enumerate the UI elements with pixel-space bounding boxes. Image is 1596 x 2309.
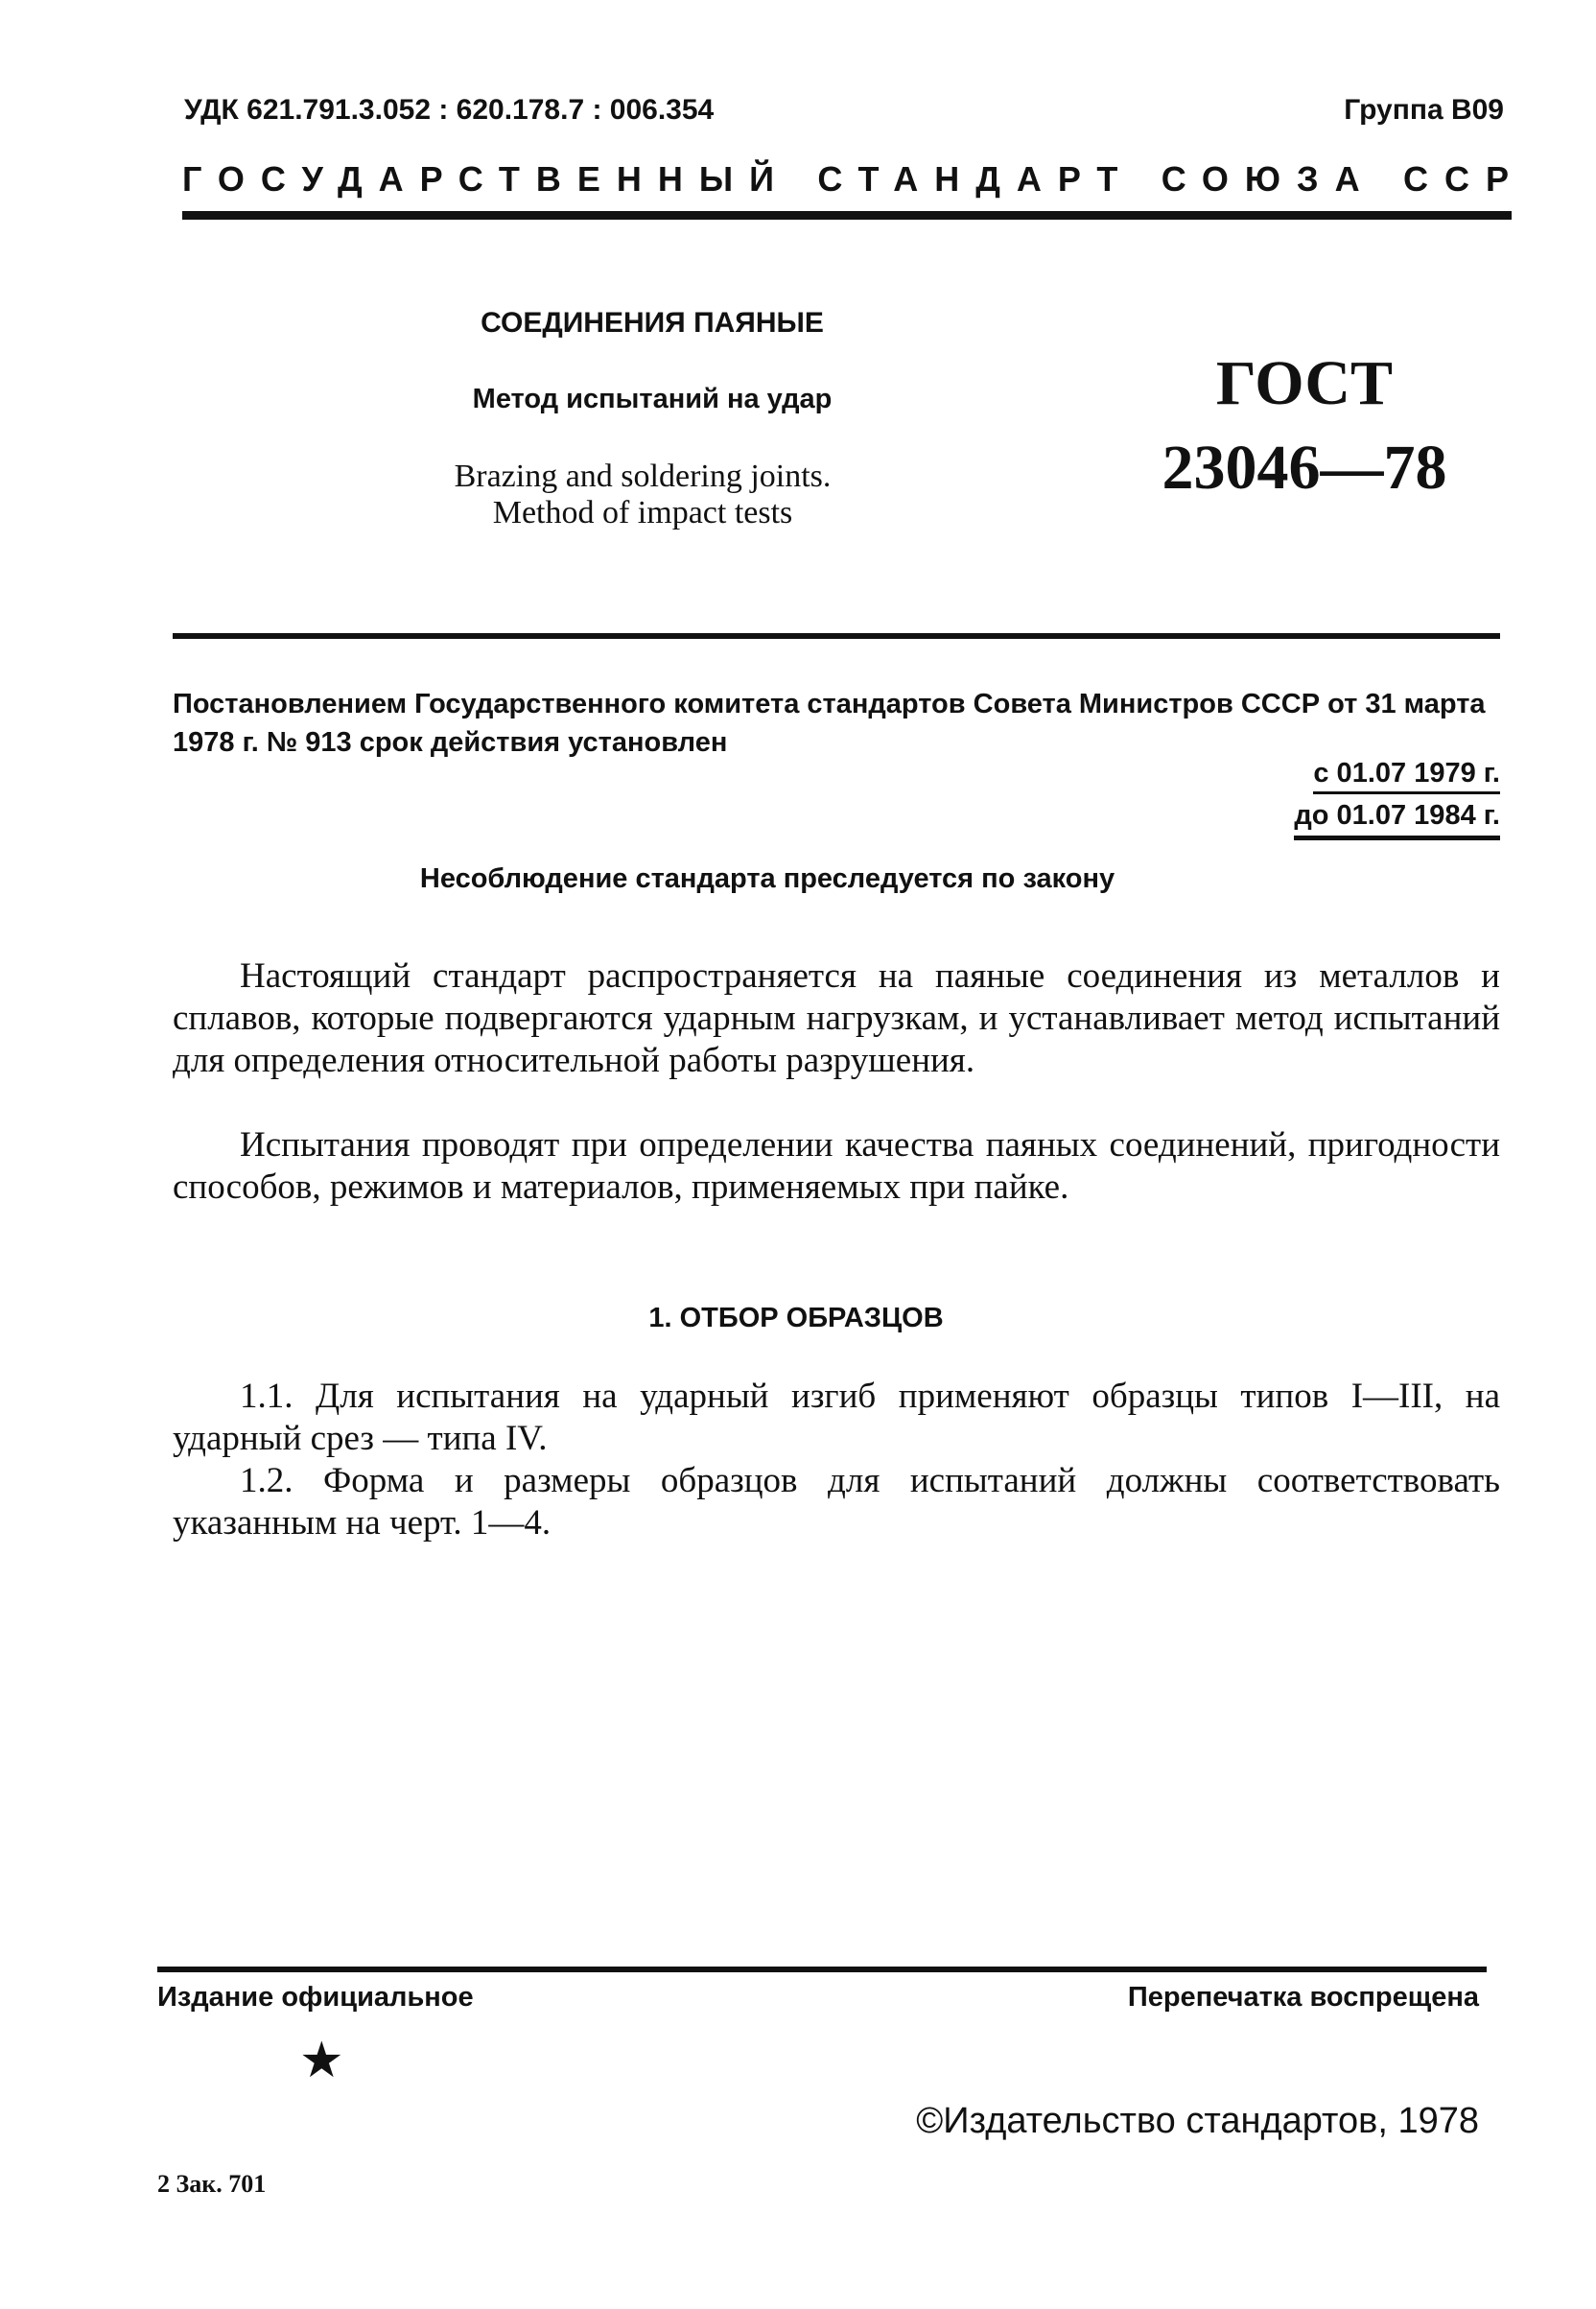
title-method: Метод испытаний на удар — [472, 384, 833, 414]
paragraph-text: Испытания проводят при определении качества паяных соединений, пригодности способов, режимов и материалов, применяемых при пайке. — [173, 1125, 1500, 1207]
banner-word: ССР — [1402, 159, 1525, 199]
official-edition: Издание официальное — [157, 1982, 474, 2013]
paragraph-text: Настоящий стандарт распространяется на паяные соединения из металлов и сплавов, которые подвергаются ударным нагрузкам, и устанавливает метод испытаний для определения относительной работы разрушения. — [173, 956, 1500, 1080]
copyright: ©Издательство стандартов, 1978 — [916, 2101, 1479, 2141]
header-divider — [182, 211, 1512, 220]
reprint-prohibited: Перепечатка воспрещена — [1127, 1982, 1479, 2013]
udk-code: УДК 621.791.3.052 : 620.178.7 : 006.354 — [184, 94, 715, 126]
decree-text: Постановлением Государственного комитета стандартов Совета Министров СССР от 31 марта 1978 г. № 913 срок действия установлен — [173, 689, 1486, 758]
star-icon: ★ — [299, 2034, 344, 2088]
valid-to: до 01.07 1984 г. — [1294, 800, 1500, 840]
title-en-line: Brazing and soldering joints. — [454, 459, 832, 494]
valid-from: с 01.07 1979 г. — [1313, 758, 1500, 794]
gost-label: ГОСТ — [1215, 348, 1394, 418]
paragraph-1-1 — [173, 1376, 1500, 1460]
paragraph-purpose — [173, 1124, 1500, 1209]
banner-word: СОЮЗА — [1161, 159, 1376, 199]
title-divider — [173, 633, 1500, 639]
group-code: Группа В09 — [1344, 94, 1504, 126]
section-heading: 1. ОТБОР ОБРАЗЦОВ — [648, 1303, 944, 1333]
paragraph-scope — [173, 955, 1500, 1082]
banner-word: ГОСУДАРСТВЕННЫЙ — [182, 159, 791, 199]
paragraph-text: 1.2. Форма и размеры образцов для испытаний должны соответствовать указанным на черт. 1—4. — [173, 1461, 1500, 1543]
state-standard-banner — [182, 159, 1525, 200]
paragraph-1-2 — [173, 1460, 1500, 1544]
banner-word: СТАНДАРТ — [817, 159, 1135, 199]
title-en — [374, 459, 911, 531]
title-ru: СОЕДИНЕНИЯ ПАЯНЫЕ — [481, 307, 824, 339]
order-number: 2 Зак. 701 — [157, 2170, 267, 2198]
footer-divider — [157, 1967, 1487, 1972]
gost-number: 23046—78 — [1162, 433, 1447, 503]
title-en-line: Method of impact tests — [492, 495, 793, 530]
legal-warning: Несоблюдение стандарта преследуется по закону — [419, 863, 1115, 894]
paragraph-text: 1.1. Для испытания на ударный изгиб применяют образцы типов I—III, на ударный срез — типа IV. — [173, 1377, 1500, 1458]
